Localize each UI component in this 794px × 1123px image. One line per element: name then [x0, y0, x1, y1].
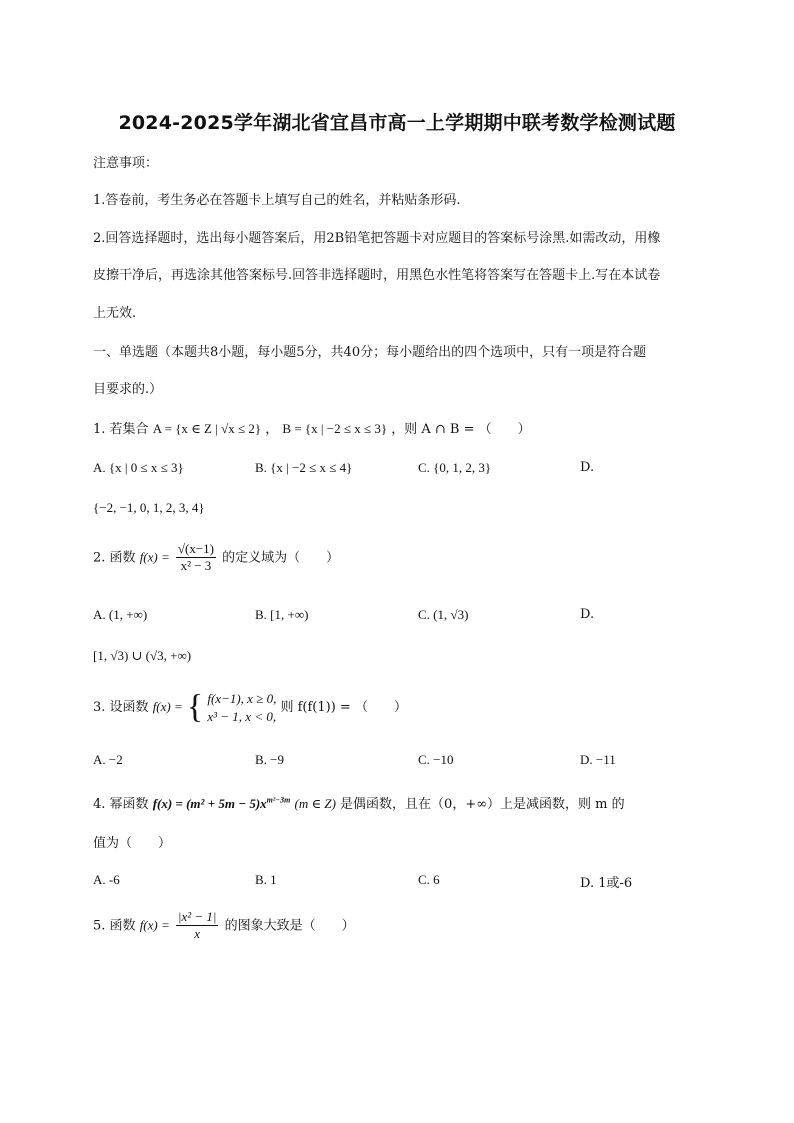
q4-option-a: A. -6: [93, 872, 120, 887]
q3-option-d: D. −11: [580, 752, 616, 767]
q2-option-c: C. (1, √3): [418, 607, 469, 622]
q2-prefix: 2. 函数: [93, 550, 136, 566]
q1-option-b: B. {x | −2 ≤ x ≤ 4}: [255, 460, 353, 475]
q4-expression: f(x) = (m² + 5m − 5)x: [152, 796, 267, 811]
question-4-stem: [93, 793, 625, 812]
q2-numerator: √(x−1): [176, 542, 216, 558]
q1-option-a: A. {x | 0 ≤ x ≤ 3}: [93, 460, 184, 475]
q4-option-d: D. 1或-6: [580, 876, 633, 891]
q1-option-d-label: D.: [580, 460, 595, 475]
q4-exponent: m²−3m: [266, 795, 291, 805]
q5-suffix: 的图象大致是（ ）: [224, 918, 355, 934]
section-heading-line-2: 目要求的.）: [93, 382, 163, 397]
q3-prefix: 3. 设函数: [93, 700, 149, 716]
q2-option-d-label: D.: [580, 607, 595, 622]
note-1: 1.答卷前，考生务必在答题卡上填写自己的姓名，并粘贴条形码.: [93, 193, 461, 208]
q4-option-b: B. 1: [255, 872, 277, 887]
q5-denominator: x: [194, 926, 201, 942]
q4-prefix: 4. 幂函数: [93, 797, 149, 812]
q1-option-c: C. {0, 1, 2, 3}: [418, 460, 492, 475]
note-2-line-3: 上无效.: [93, 306, 137, 321]
q5-lhs: f(x) =: [139, 917, 170, 933]
q3-option-c: C. −10: [418, 752, 454, 767]
q4-option-c: C. 6: [418, 872, 440, 887]
q3-brace: {: [186, 688, 204, 726]
section-heading-line-1: 一、单选题（本题共8小题，每小题5分，共40分；每小题给出的四个选项中，只有一项是符合题: [93, 345, 647, 360]
q3-suffix: 则 f(f(1)) = （ ）: [280, 700, 407, 716]
question-3-stem: [93, 690, 407, 725]
q1-option-d-content: {−2, −1, 0, 1, 2, 3, 4}: [93, 500, 205, 515]
q3-cases: [207, 690, 276, 725]
q2-lhs: f(x) =: [139, 549, 170, 565]
q3-case-2: x³ − 1, x < 0,: [207, 708, 277, 724]
question-5-stem: [93, 910, 355, 942]
q5-numerator: |x² − 1|: [176, 910, 219, 926]
question-2-stem: [93, 542, 339, 574]
q4-suffix: 是偶函数，且在（0，+∞）上是减函数，则 m 的: [340, 797, 625, 812]
q2-denominator: x² − 3: [180, 558, 212, 574]
exam-title: 2024-2025学年湖北省宜昌市高一上学期期中联考数学检测试题: [118, 112, 676, 134]
q1-suffix: ，则 A ∩ B = （ ）: [391, 422, 531, 437]
q1-set-a: A = {x ∈ Z | √x ≤ 2}: [152, 421, 262, 436]
notes-heading: 注意事项：: [93, 156, 159, 171]
q4-line-2: 值为（ ）: [93, 836, 172, 851]
q2-option-b: B. [1, +∞): [255, 607, 309, 622]
note-2-line-1: 2.回答选择题时，选出每小题答案后，用2B铅笔把答题卡对应题目的答案标号涂黑.如需改动，用橡: [93, 231, 661, 246]
q2-option-d-content: [1, √3) ∪ (√3, +∞): [93, 648, 192, 663]
q1-prefix: 1. 若集合: [93, 422, 149, 437]
question-1-stem: 1. 若集合 A = {x ∈ Z | √x ≤ 2} ， B = {x | −2 ≤ x ≤ 3} ，则 A ∩ B = （ ）: [93, 421, 531, 437]
q1-set-b: B = {x | −2 ≤ x ≤ 3}: [282, 421, 388, 436]
q2-fraction: [176, 542, 216, 574]
note-2-line-2: 皮擦干净后，再选涂其他答案标号.回答非选择题时，用黑色水性笔将答案写在答题卡上.写在本试卷: [93, 268, 661, 283]
q2-suffix: 的定义域为（ ）: [222, 550, 340, 566]
q3-case-1: f(x−1), x ≥ 0,: [207, 691, 277, 706]
q4-condition: (m ∈ Z): [294, 796, 336, 811]
q3-option-a: A. −2: [93, 752, 123, 767]
q3-option-b: B. −9: [255, 752, 285, 767]
q5-prefix: 5. 函数: [93, 918, 136, 934]
q2-option-a: A. (1, +∞): [93, 607, 148, 622]
q3-lhs: f(x) =: [152, 699, 183, 715]
q5-fraction: [176, 910, 219, 942]
